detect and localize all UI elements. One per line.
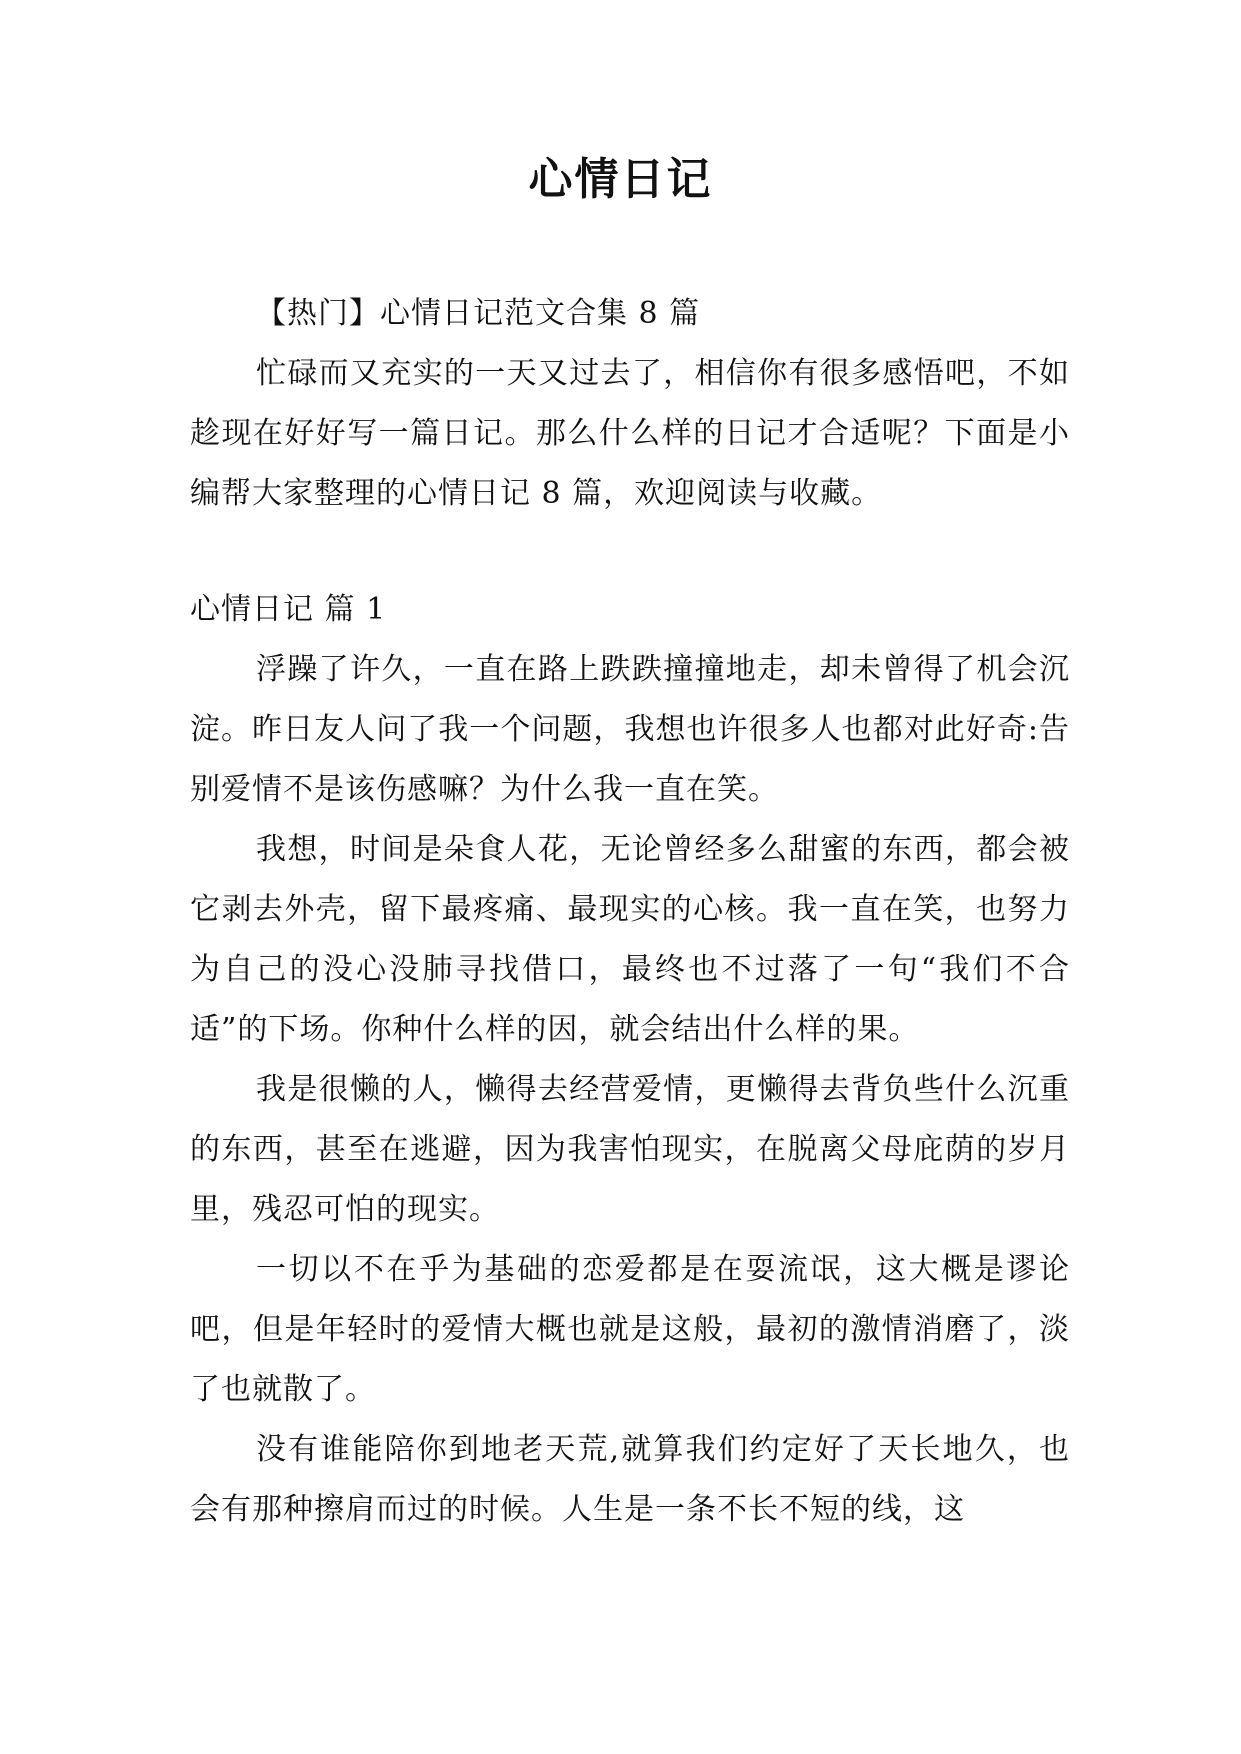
article-paragraph: 一切以不在乎为基础的恋爱都是在耍流氓，这大概是谬论吧，但是年轻时的爱情大概也就是这般，最初的激情消磨了，淡了也就散了。 <box>190 1252 1070 1407</box>
article-paragraph: 我是很懒的人，懒得去经营爱情，更懒得去背负些什么沉重的东西，甚至在逃避，因为我害怕现实，在脱离父母庇荫的岁月里，残忍可怕的现实。 <box>190 1072 1070 1227</box>
article-paragraph: 没有谁能陪你到地老天荒,就算我们约定好了天长地久，也会有那种擦肩而过的时候。人生是一条不长不短的线，这 <box>190 1432 1070 1527</box>
document-body <box>190 284 1070 1540</box>
article-heading: 心情日记 篇 1 <box>190 592 387 627</box>
article-paragraph: 浮躁了许久，一直在路上跌跌撞撞地走，却未曾得了机会沉淀。昨日友人问了我一个问题，我想也许很多人也都对此好奇:告别爱情不是该伤感嘛？为什么我一直在笑。 <box>190 652 1070 807</box>
intro-label: 【热门】心情日记范文合集 8 篇 <box>256 296 701 331</box>
article-paragraph: 我想，时间是朵食人花，无论曾经多么甜蜜的东西，都会被它剥去外壳，留下最疼痛、最现实的心核。我一直在笑，也努力为自己的没心没肺寻找借口，最终也不过落了一句“我们不合适”的下场。你种什么样的因，就会结出什么样的果。 <box>190 832 1070 1047</box>
intro-paragraph: 忙碌而又充实的一天又过去了，相信你有很多感悟吧，不如趁现在好好写一篇日记。那么什么样的日记才合适呢？下面是小编帮大家整理的心情日记 8 篇，欢迎阅读与收藏。 <box>190 356 1070 511</box>
page-title: 心情日记 <box>528 154 713 205</box>
